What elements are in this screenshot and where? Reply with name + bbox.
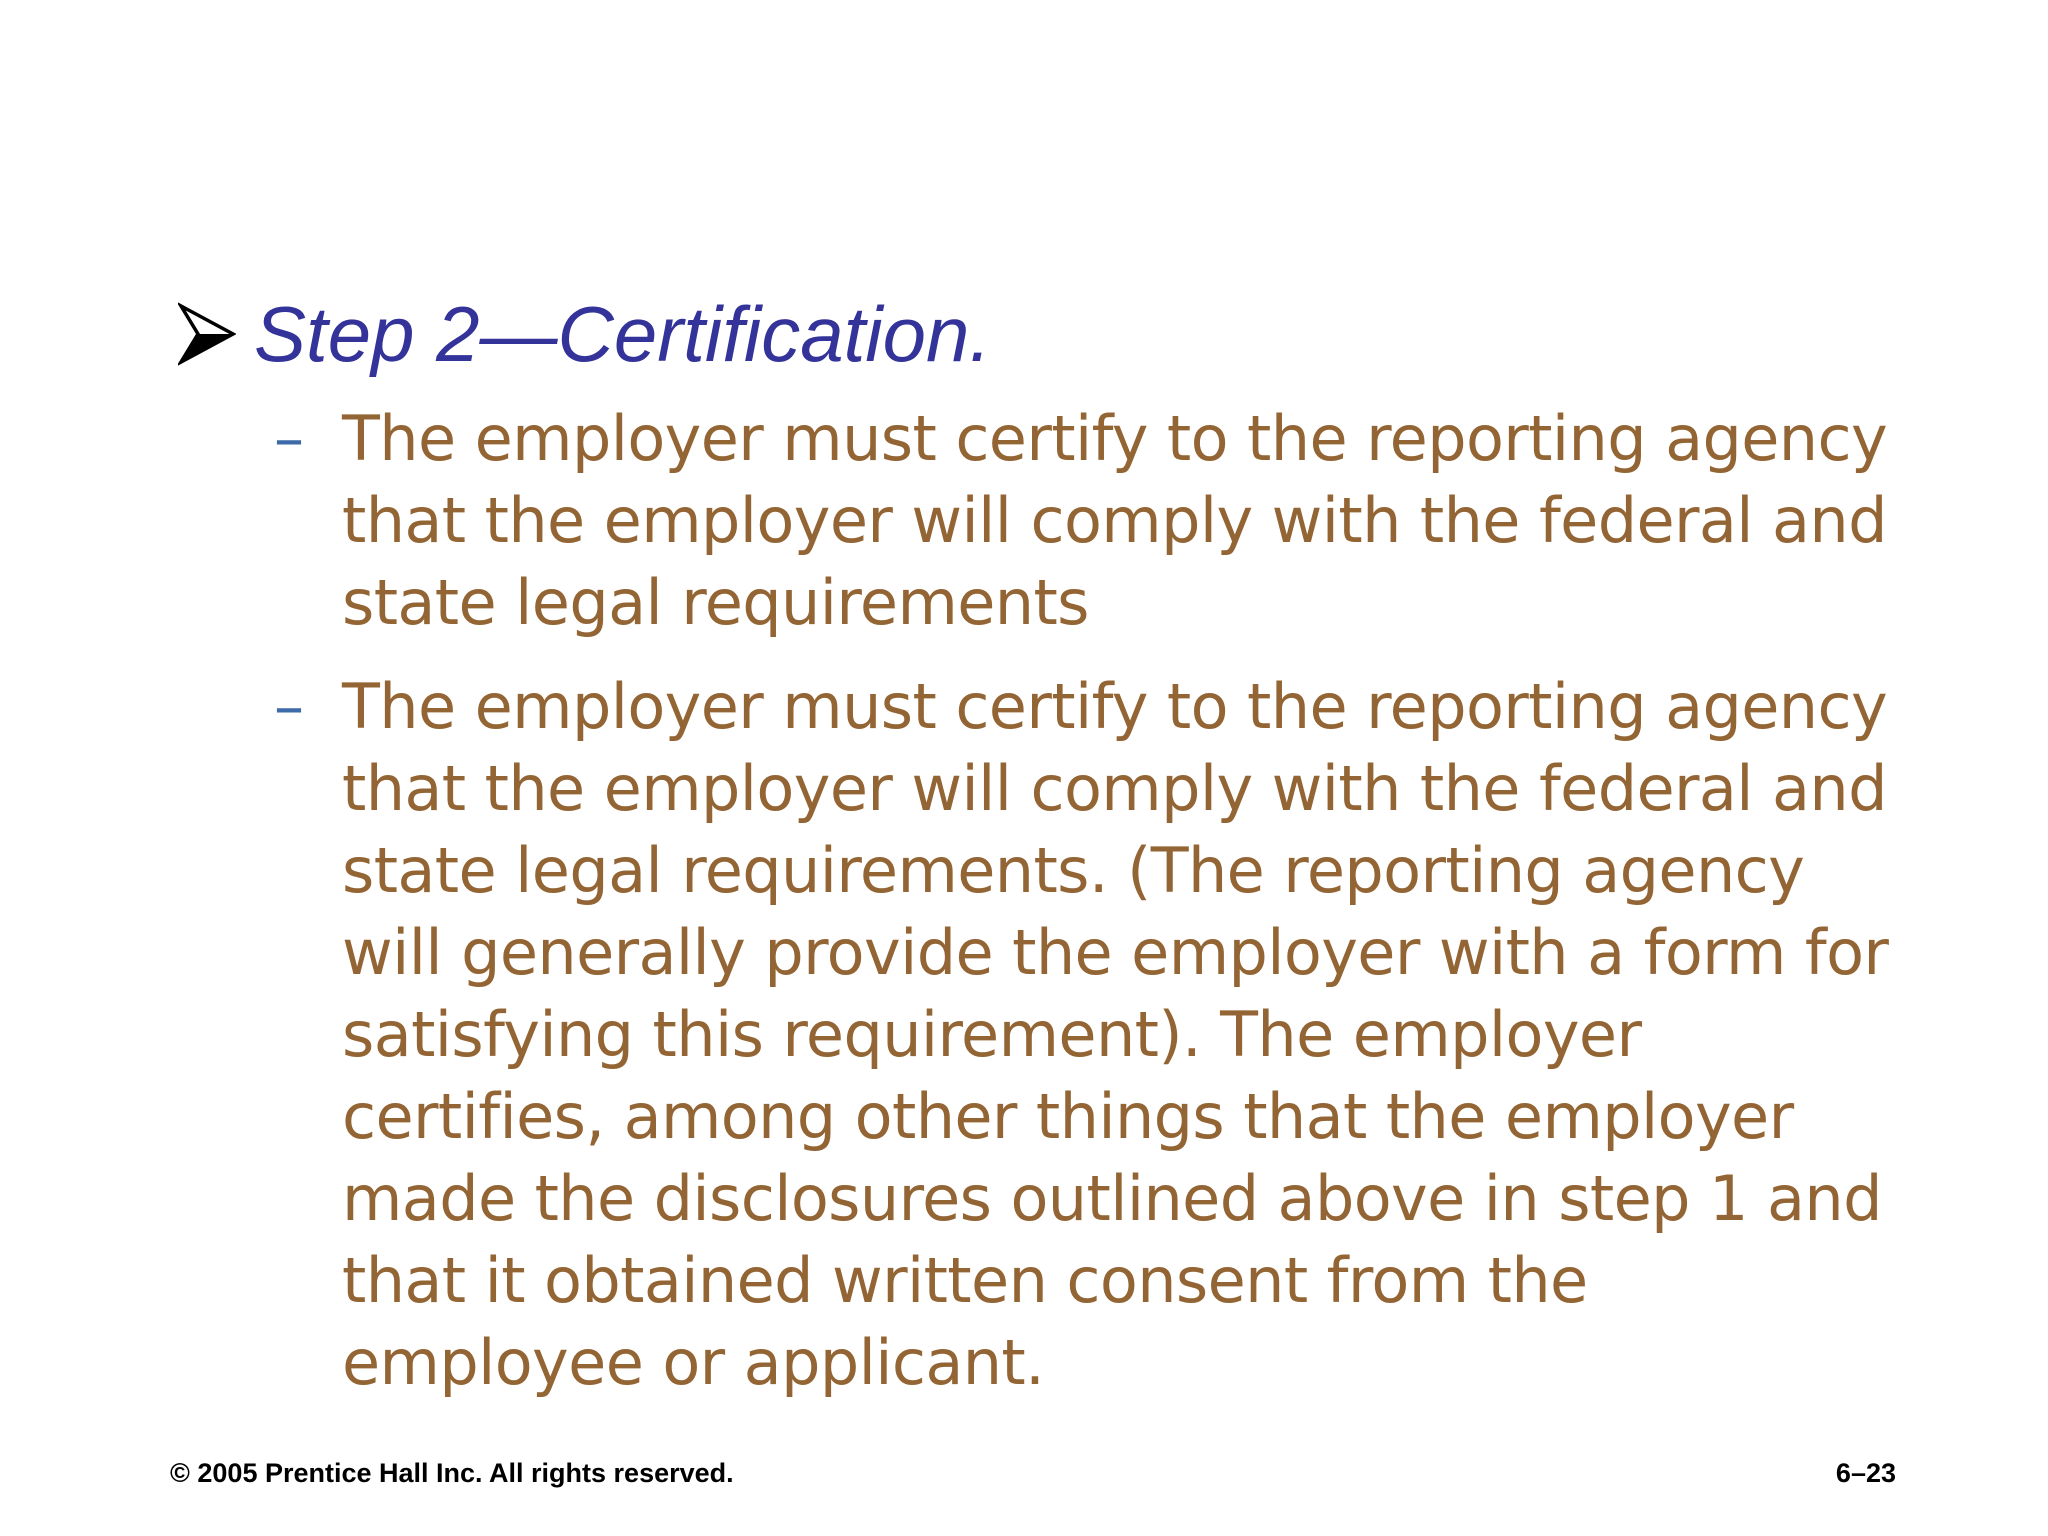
dash-bullet-icon: – [274,404,304,474]
main-bullet [178,288,991,380]
page-number: 6–23 [1835,1458,1896,1488]
copyright-notice: © 2005 Prentice Hall Inc. All rights reserved. [170,1458,734,1488]
arrow-bullet-icon [178,302,236,366]
sub-bullet-item [270,398,1890,644]
dash-bullet-icon: – [274,672,304,742]
sub-bullet-text: The employer must certify to the reporting agency that the employer will comply with the federal and state legal requirements. (The reporting agency will generally provide the employer with a form for satisfying this requirement). The employer certifies, among other things that the employer made the disclosures outlined above in step 1 and that it obtained written consent from the employee or applicant. [342,670,1889,1399]
slide-heading: Step 2—Certification. [254,290,992,378]
sub-bullet-item [270,666,1890,1404]
sub-bullet-text: The employer must certify to the reporting agency that the employer will comply with the federal and state legal requirements [342,402,1888,639]
sub-bullet-list [270,398,1890,1426]
